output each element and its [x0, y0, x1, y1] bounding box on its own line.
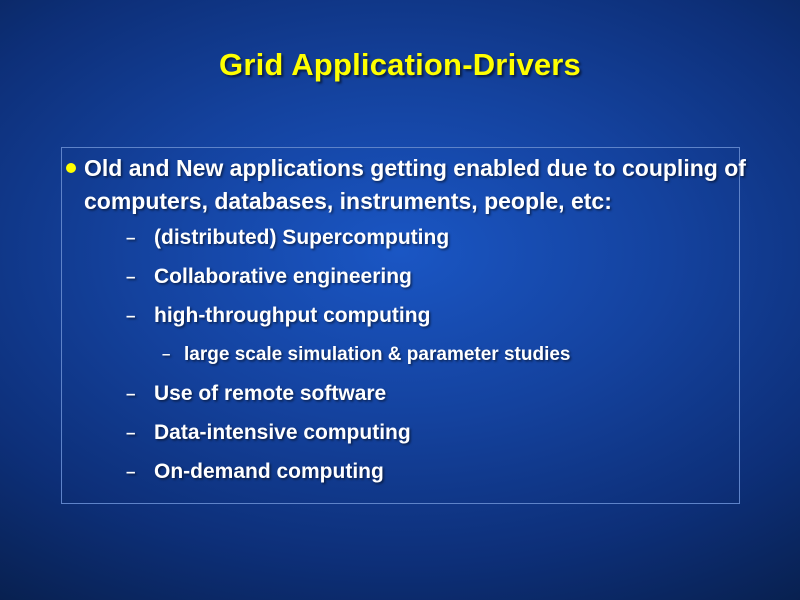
list-item	[62, 413, 762, 452]
dash-bullet-icon: –	[126, 306, 136, 325]
dash-bullet-icon: –	[126, 423, 136, 442]
list-item	[62, 218, 762, 257]
list-item	[62, 374, 762, 413]
disc-bullet-icon	[66, 163, 76, 173]
list-item-label: On-demand computing	[154, 460, 384, 483]
page-title: Grid Application-Drivers	[219, 47, 581, 82]
dash-bullet-icon: –	[126, 228, 136, 247]
list-item	[62, 152, 762, 217]
list-item	[62, 452, 762, 491]
list-item-label: Old and New applications getting enabled due to coupling of computers, databases, instruments, people, etc:	[84, 155, 746, 214]
dash-bullet-icon: –	[126, 384, 136, 403]
list-item-label: Use of remote software	[154, 382, 387, 405]
list-item-label: (distributed) Supercomputing	[154, 226, 450, 249]
list-item-label: Collaborative engineering	[154, 265, 412, 288]
list-item	[62, 296, 762, 335]
list-item	[62, 257, 762, 296]
list-item-label: Data-intensive computing	[154, 421, 411, 444]
dash-bullet-icon: –	[162, 346, 171, 363]
list-item	[62, 335, 762, 374]
dash-bullet-icon: –	[126, 267, 136, 286]
bullet-list	[62, 152, 762, 491]
list-item-label: high-throughput computing	[154, 304, 431, 327]
list-item-label: large scale simulation & parameter studies	[184, 344, 571, 365]
dash-bullet-icon: –	[126, 462, 136, 481]
